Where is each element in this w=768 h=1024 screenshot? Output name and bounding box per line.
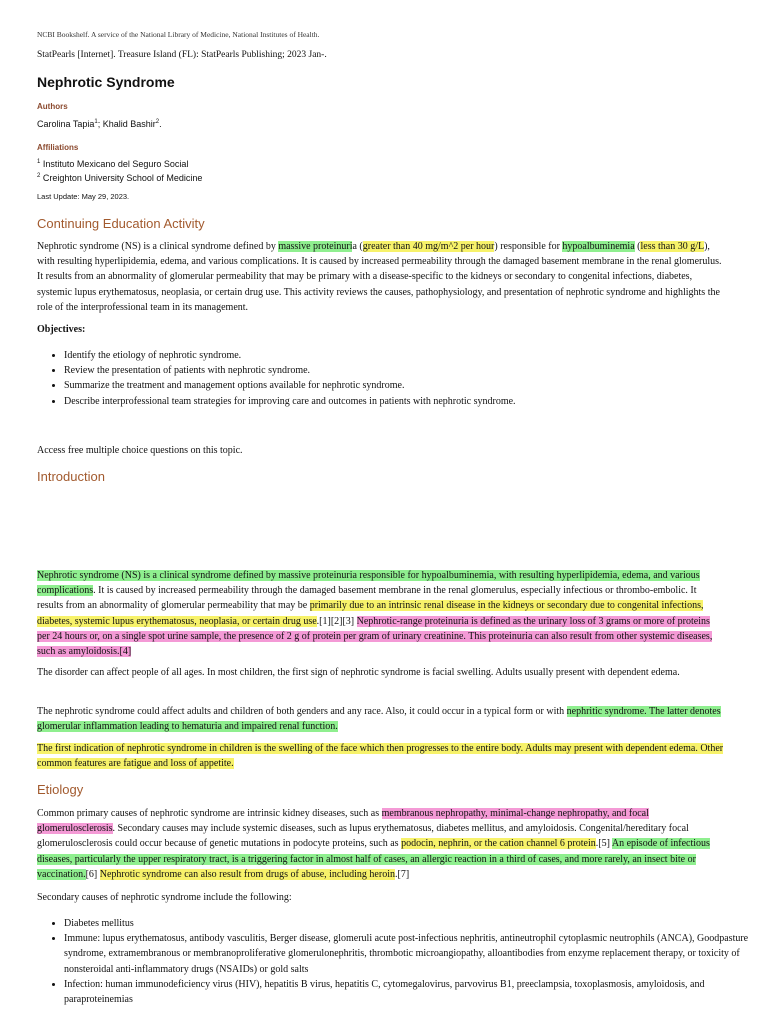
objectives-list bbox=[37, 348, 752, 409]
text-run: .[7] bbox=[394, 868, 410, 880]
text-run: .[1][2][3] bbox=[316, 615, 357, 627]
section-heading-cea: Continuing Education Activity bbox=[37, 216, 205, 231]
list-item: • Describe interprofessional team strategies for improving care and outcomes in patients with nephrotic syndrome. bbox=[64, 394, 752, 409]
author-name[interactable]: Khalid Bashir bbox=[102, 119, 156, 129]
etiology-paragraph bbox=[37, 806, 725, 882]
highlighted-text: less than 30 g/L bbox=[640, 241, 705, 252]
text-run: ) responsible for bbox=[494, 241, 563, 252]
highlighted-text: Nephrotic-range proteinuria is defined as the urinary loss of 3 grams or more of proteins per 24 hours or, on a single spot urine sample, the presence of 2 g of protein per gram of urinary creatinine. This proteinuria can also result from other systemic diseases, such as amyloidosis.[4] bbox=[37, 615, 713, 658]
text-run: Common primary causes of nephrotic syndrome are intrinsic kidney diseases, such as bbox=[37, 808, 382, 819]
highlighted-text: An episode of infectious diseases, particularly the upper respiratory tract, is a triggering factor in almost half of cases, an allergic reaction in a third of cases, and more rarely, an insect bite or vaccination. bbox=[37, 838, 710, 880]
text-run: ), with resulting hyperlipidemia, edema, and various complications. It is caused by increased permeability through the damaged basement membrane in the renal glomerulus. It results from an abnormality of glomerular permeability that may be primary with a disease-specific to the kidneys or secondary to congenital infections, diabetes, systemic lupus erythematosus, neoplasia, or certain drug use. This activity reviews the causes, pathophysiology, and presentation of nephrotic syndrome and highlights the role of the interprofessional team in its management. bbox=[37, 241, 722, 313]
text-run: The disorder can affect people of all ages. In most children, the first sign of nephrotic syndrome is facial swelling. Adults usually present with dependent edema. bbox=[37, 667, 680, 678]
page-title: Nephrotic Syndrome bbox=[37, 74, 175, 90]
intro-paragraph-1 bbox=[37, 568, 725, 659]
objectives-label: Objectives: bbox=[37, 324, 86, 335]
last-update: Last Update: May 29, 2023. bbox=[37, 192, 130, 201]
access-mcq-link[interactable]: Access free multiple choice questions on this topic. bbox=[37, 445, 243, 456]
highlighted-text: massive proteinuri bbox=[278, 241, 353, 252]
affiliation-text: Creighton University School of Medicine bbox=[40, 173, 203, 183]
highlighted-text: membranous nephropathy, minimal-change nephropathy, and focal glomerulosclerosis bbox=[37, 808, 649, 835]
highlighted-text: Nephrotic syndrome can also result from drugs of abuse, including heroin bbox=[99, 868, 395, 880]
text-run: [6] bbox=[85, 868, 100, 880]
highlighted-text: podocin, nephrin, or the cation channel 6 protein bbox=[401, 838, 596, 850]
affiliation-sup: 2 bbox=[37, 173, 41, 179]
intro-paragraph-2 bbox=[37, 665, 725, 680]
section-heading-introduction: Introduction bbox=[37, 469, 105, 484]
text-run: . Secondary causes may include systemic diseases, such as lupus erythematosus, diabetes mellitus, and amyloidosis. Congenital/hereditary focal glomerulosclerosis could occur because of genetic mutations in podocyte proteins, such as bbox=[37, 823, 689, 850]
highlighted-text: primarily due to an intrinsic renal disease in the kidneys or secondary due to congenital infections, diabetes, systemic lupus erythematosus, neoplasia, or certain drug use bbox=[37, 600, 704, 627]
list-item: • Identify the etiology of nephrotic syndrome. bbox=[64, 348, 752, 363]
ncbi-source-line: NCBI Bookshelf. A service of the National Library of Medicine, National Institutes of Health. bbox=[37, 30, 320, 39]
author-name[interactable]: Carolina Tapia bbox=[37, 119, 95, 129]
highlighted-text: hypoalbuminemia bbox=[562, 241, 635, 252]
highlighted-text: The first indication of nephrotic syndrome in children is the swelling of the face which then progresses to the entire body. Adults may present with dependent edema. Other common features are fatigue and loss of appetite. bbox=[37, 743, 724, 770]
secondary-causes-list bbox=[37, 916, 752, 1007]
list-item: • Summarize the treatment and management options available for nephrotic syndrome. bbox=[64, 378, 752, 393]
intro-paragraph-4 bbox=[37, 741, 725, 771]
authors-label: Authors bbox=[37, 102, 68, 111]
text-run: ( bbox=[634, 241, 641, 252]
text-run: .[5] bbox=[595, 838, 612, 850]
affiliations-label: Affiliations bbox=[37, 143, 79, 152]
section-heading-etiology: Etiology bbox=[37, 782, 84, 797]
author-affil-sup: 2 bbox=[155, 119, 160, 125]
intro-paragraph-3 bbox=[37, 704, 725, 734]
highlighted-text: greater than 40 mg/m^2 per hour bbox=[362, 241, 495, 252]
text-run: Nephrotic syndrome (NS) is a clinical syndrome defined by bbox=[37, 241, 279, 252]
list-item: • Diabetes mellitus bbox=[64, 916, 752, 931]
text-run: . It is caused by increased permeability through the damaged basement membrane in the renal glomerulus, especially infectious or thrombo-embolic. It results from an abnormality of glomerular permeability that may be bbox=[37, 585, 697, 612]
author-affil-sup: 1 bbox=[94, 119, 98, 125]
text-run: The nephrotic syndrome could affect adults and children of both genders and any race. Also, it could occur in a typical form or with bbox=[37, 706, 567, 717]
secondary-causes-intro: Secondary causes of nephrotic syndrome include the following: bbox=[37, 892, 292, 903]
highlighted-text: Nephrotic syndrome (NS) is a clinical syndrome defined by massive proteinuria responsible for hypoalbuminemia, with resulting hyperlipidemia, edema, and various complications bbox=[37, 570, 700, 597]
text-run: a ( bbox=[352, 241, 363, 252]
affiliation-sup: 1 bbox=[37, 159, 41, 165]
authors-end: . bbox=[159, 119, 162, 129]
cea-paragraph bbox=[37, 239, 725, 315]
affiliation-item bbox=[37, 173, 202, 183]
highlighted-text: nephritic syndrome. The latter denotes glomerular inflammation leading to hematuria and impaired renal function. bbox=[37, 706, 721, 733]
affiliation-text: Instituto Mexicano del Seguro Social bbox=[40, 159, 189, 169]
list-item: • Review the presentation of patients with nephrotic syndrome. bbox=[64, 363, 752, 378]
citation-line: StatPearls [Internet]. Treasure Island (FL): StatPearls Publishing; 2023 Jan-. bbox=[37, 50, 327, 60]
authors-line bbox=[37, 119, 162, 129]
affiliation-item bbox=[37, 159, 188, 169]
list-item: • Infection: human immunodeficiency virus (HIV), hepatitis B virus, hepatitis C, cytomegalovirus, parvovirus B1, preeclampsia, toxoplasmosis, amyloidosis, and paraproteinemias bbox=[64, 977, 752, 1007]
author-separator: ; bbox=[97, 119, 103, 129]
list-item: • Immune: lupus erythematosus, antibody vasculitis, Berger disease, glomeruli acute post-infectious nephritis, antineutrophil cytoplasmic neutrophils (ANCA), Goodpasture syndrome, extramembranous or membranoproliferative glomerulonephritis, thrombotic microangiopathy, alloantibodies from enzyme replacement therapy, or toxicity of nonsteroidal anti-inflammatory drugs (NSAIDs) or gold salts bbox=[64, 931, 752, 977]
